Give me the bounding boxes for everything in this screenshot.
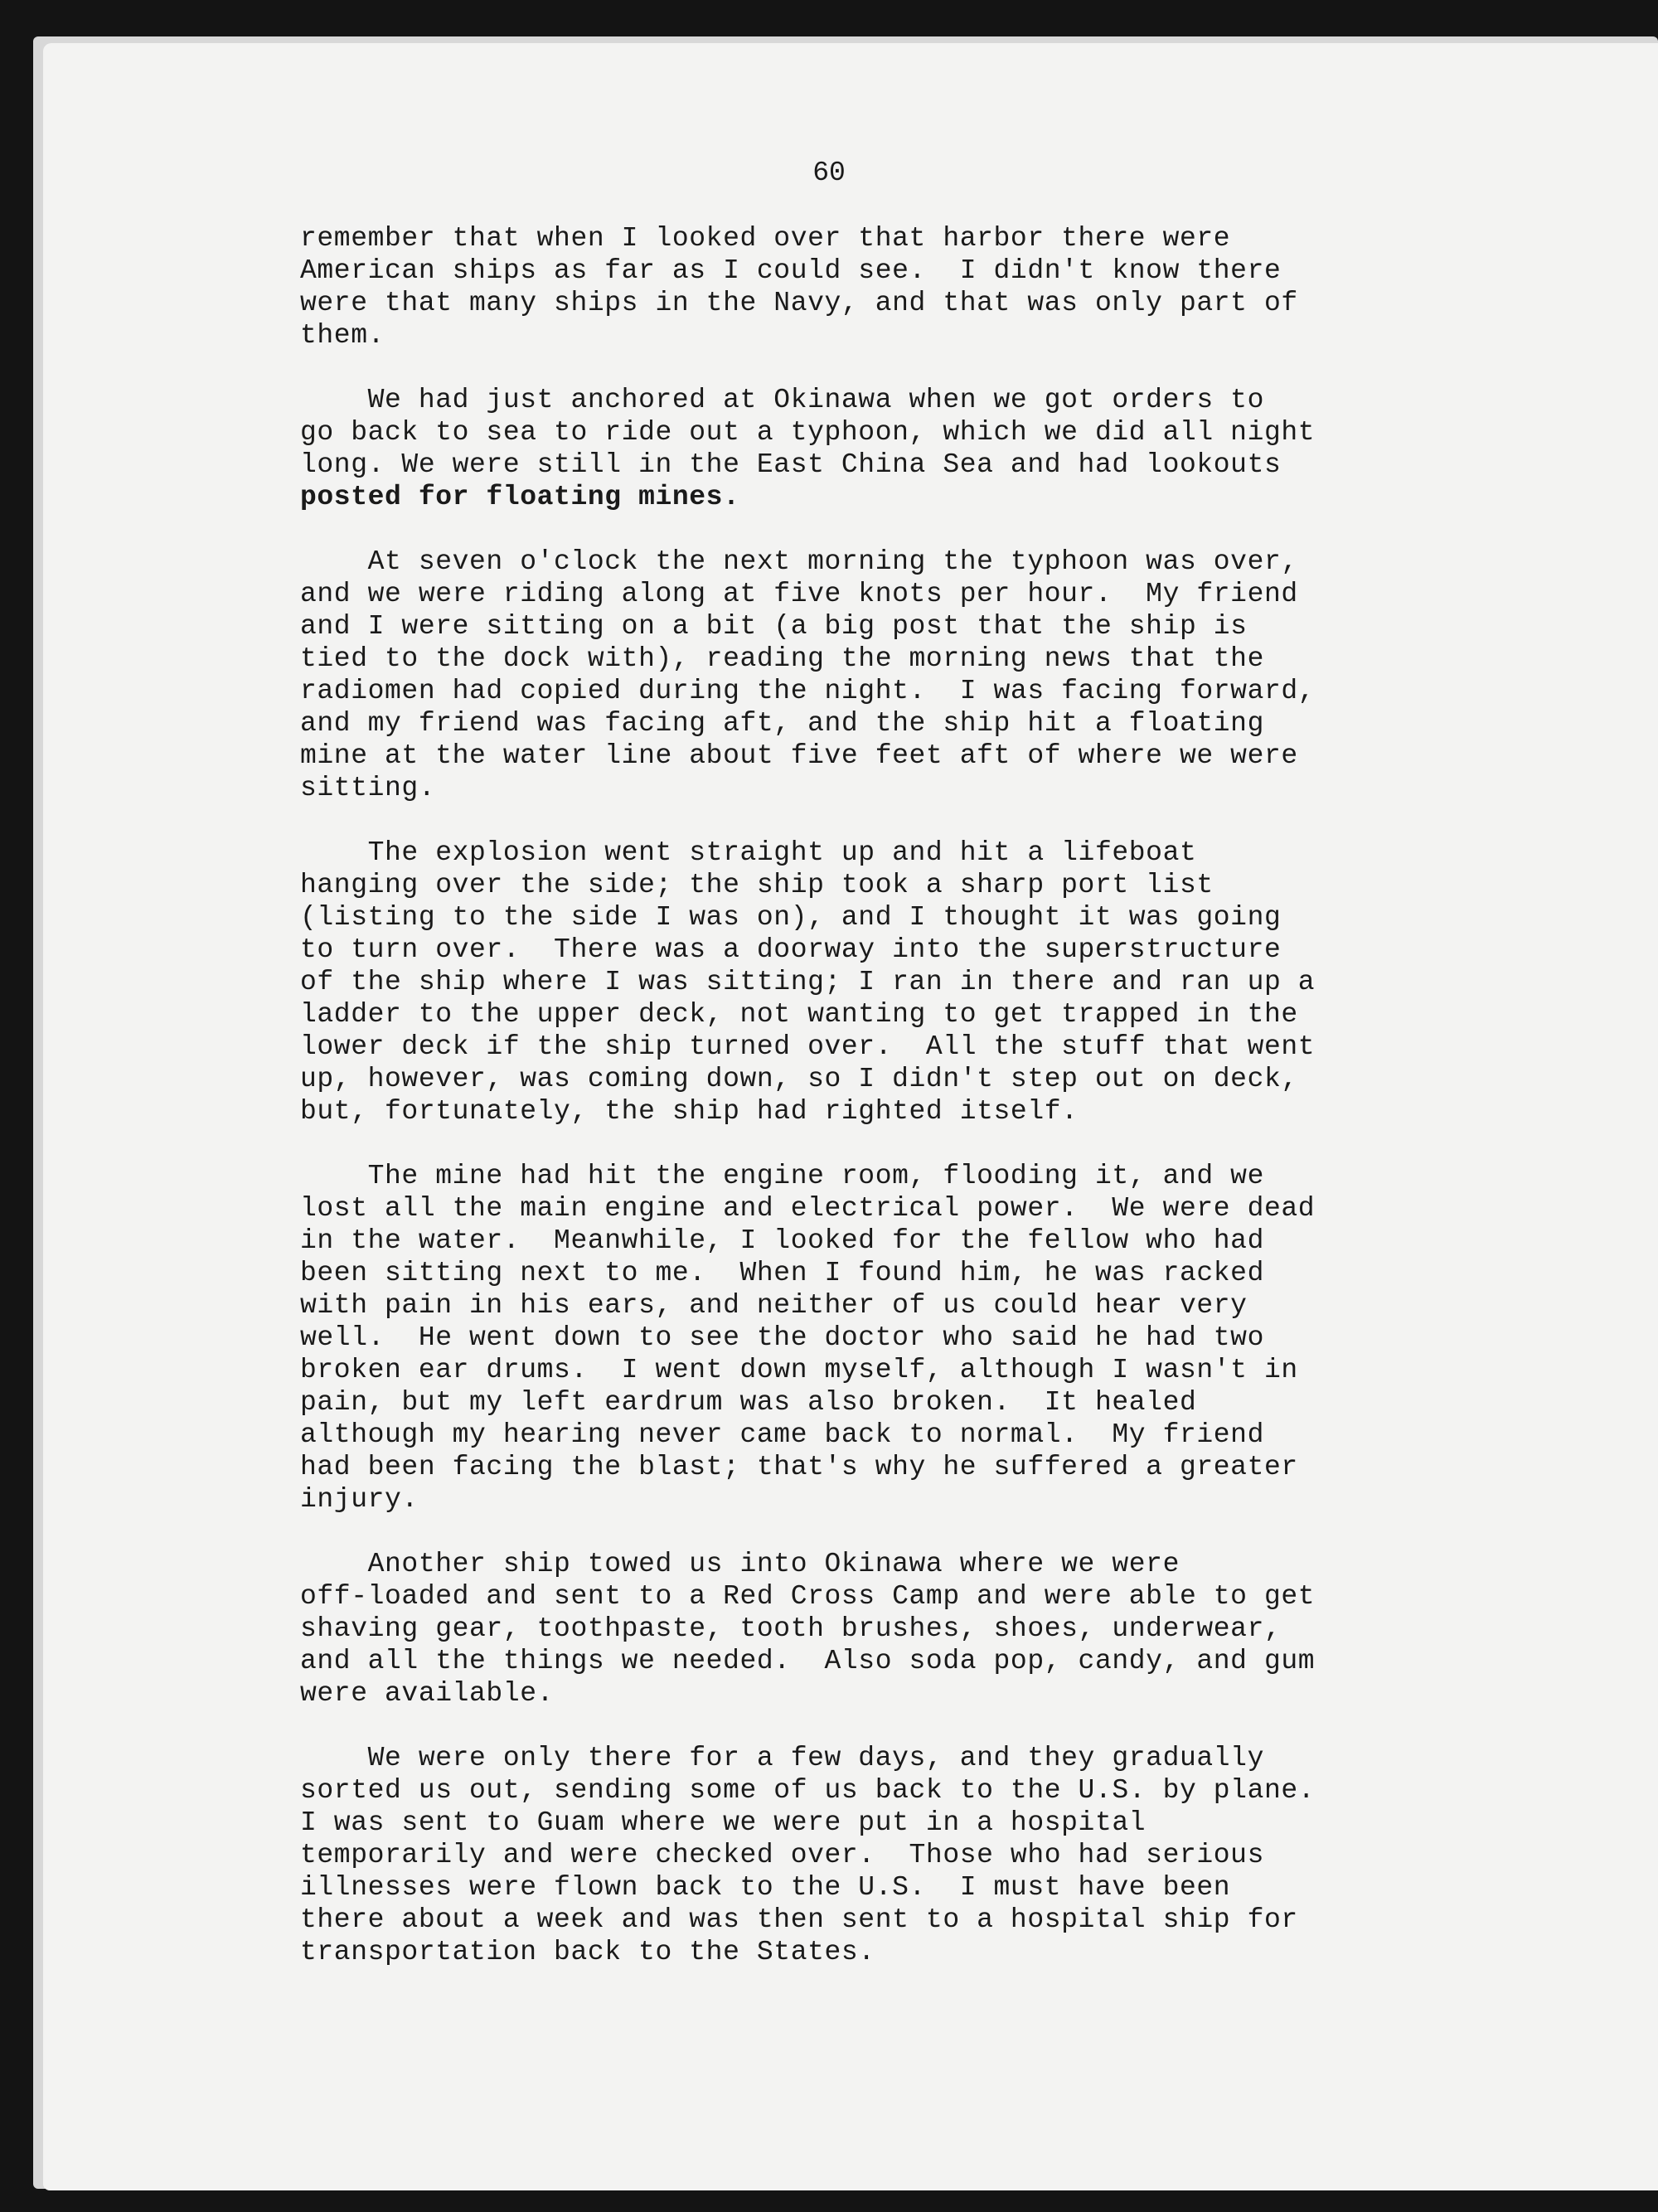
text-line: At seven o'clock the next morning the typhoon was over, bbox=[300, 546, 1298, 577]
text-line: I was sent to Guam where we were put in a hospital bbox=[300, 1807, 1147, 1838]
text-line: were that many ships in the Navy, and that was only part of bbox=[300, 288, 1298, 318]
paragraph bbox=[300, 837, 1477, 1128]
text-line: ladder to the upper deck, not wanting to get trapped in the bbox=[300, 999, 1298, 1030]
text-line: The explosion went straight up and hit a lifeboat bbox=[300, 837, 1197, 868]
text-line: although my hearing never came back to normal. My friend bbox=[300, 1419, 1264, 1450]
text-line: tied to the dock with), reading the morning news that the bbox=[300, 643, 1264, 674]
text-line: pain, but my left eardrum was also broken. It healed bbox=[300, 1387, 1197, 1418]
text-line: transportation back to the States. bbox=[300, 1937, 875, 1967]
text-line: and all the things we needed. Also soda pop, candy, and gum bbox=[300, 1646, 1316, 1676]
paragraph bbox=[300, 222, 1477, 352]
text-line: posted for floating mines. bbox=[300, 482, 740, 512]
text-line: lower deck if the ship turned over. All the stuff that went bbox=[300, 1031, 1316, 1062]
paragraph bbox=[300, 546, 1477, 804]
text-line: and I were sitting on a bit (a big post that the ship is bbox=[300, 611, 1248, 642]
text-line: temporarily and were checked over. Those who had serious bbox=[300, 1840, 1264, 1870]
text-line: broken ear drums. I went down myself, although I wasn't in bbox=[300, 1355, 1298, 1385]
text-line: and my friend was facing aft, and the ship hit a floating bbox=[300, 708, 1264, 739]
text-line: go back to sea to ride out a typhoon, which we did all night bbox=[300, 417, 1316, 448]
text-line: We were only there for a few days, and they gradually bbox=[300, 1743, 1264, 1773]
text-line: radiomen had copied during the night. I was facing forward, bbox=[300, 676, 1316, 706]
text-line: up, however, was coming down, so I didn't step out on deck, bbox=[300, 1064, 1298, 1094]
text-line: them. bbox=[300, 320, 385, 351]
text-line: remember that when I looked over that harbor there were bbox=[300, 223, 1231, 254]
text-line: but, fortunately, the ship had righted itself. bbox=[300, 1096, 1079, 1127]
text-line: hanging over the side; the ship took a sharp port list bbox=[300, 870, 1214, 900]
text-line: and we were riding along at five knots per hour. My friend bbox=[300, 579, 1298, 609]
text-line: Another ship towed us into Okinawa where we were bbox=[300, 1549, 1180, 1579]
text-line: in the water. Meanwhile, I looked for the fellow who had bbox=[300, 1225, 1264, 1256]
text-line: The mine had hit the engine room, flooding it, and we bbox=[300, 1161, 1264, 1191]
paragraph bbox=[300, 1160, 1477, 1516]
text-line: been sitting next to me. When I found him, he was racked bbox=[300, 1258, 1264, 1288]
text-line: We had just anchored at Okinawa when we got orders to bbox=[300, 385, 1264, 415]
text-line: injury. bbox=[300, 1484, 419, 1515]
body-text bbox=[300, 222, 1477, 1968]
text-line: of the ship where I was sitting; I ran in there and ran up a bbox=[300, 967, 1316, 997]
text-line: sitting. bbox=[300, 773, 436, 803]
text-line: were available. bbox=[300, 1678, 555, 1709]
page-number: 60 bbox=[812, 158, 846, 188]
text-line: American ships as far as I could see. I didn't know there bbox=[300, 255, 1282, 286]
text-line: shaving gear, toothpaste, tooth brushes, shoes, underwear, bbox=[300, 1613, 1282, 1644]
paragraph bbox=[300, 1742, 1477, 1968]
text-line: illnesses were flown back to the U.S. I must have been bbox=[300, 1872, 1231, 1903]
text-line: there about a week and was then sent to a hospital ship for bbox=[300, 1904, 1298, 1935]
text-line: lost all the main engine and electrical power. We were dead bbox=[300, 1193, 1316, 1224]
text-line: with pain in his ears, and neither of us could hear very bbox=[300, 1290, 1248, 1321]
paragraph bbox=[300, 384, 1477, 513]
text-line: off-loaded and sent to a Red Cross Camp and were able to get bbox=[300, 1581, 1316, 1612]
text-line: had been facing the blast; that's why he suffered a greater bbox=[300, 1452, 1298, 1482]
text-line: (listing to the side I was on), and I thought it was going bbox=[300, 902, 1282, 933]
text-line: mine at the water line about five feet aft of where we were bbox=[300, 740, 1298, 771]
text-line: well. He went down to see the doctor who said he had two bbox=[300, 1322, 1264, 1353]
text-line: long. We were still in the East China Sea and had lookouts bbox=[300, 449, 1282, 480]
paragraph bbox=[300, 1548, 1477, 1710]
text-line: to turn over. There was a doorway into the superstructure bbox=[300, 934, 1282, 965]
text-line: sorted us out, sending some of us back to the U.S. by plane. bbox=[300, 1775, 1316, 1806]
